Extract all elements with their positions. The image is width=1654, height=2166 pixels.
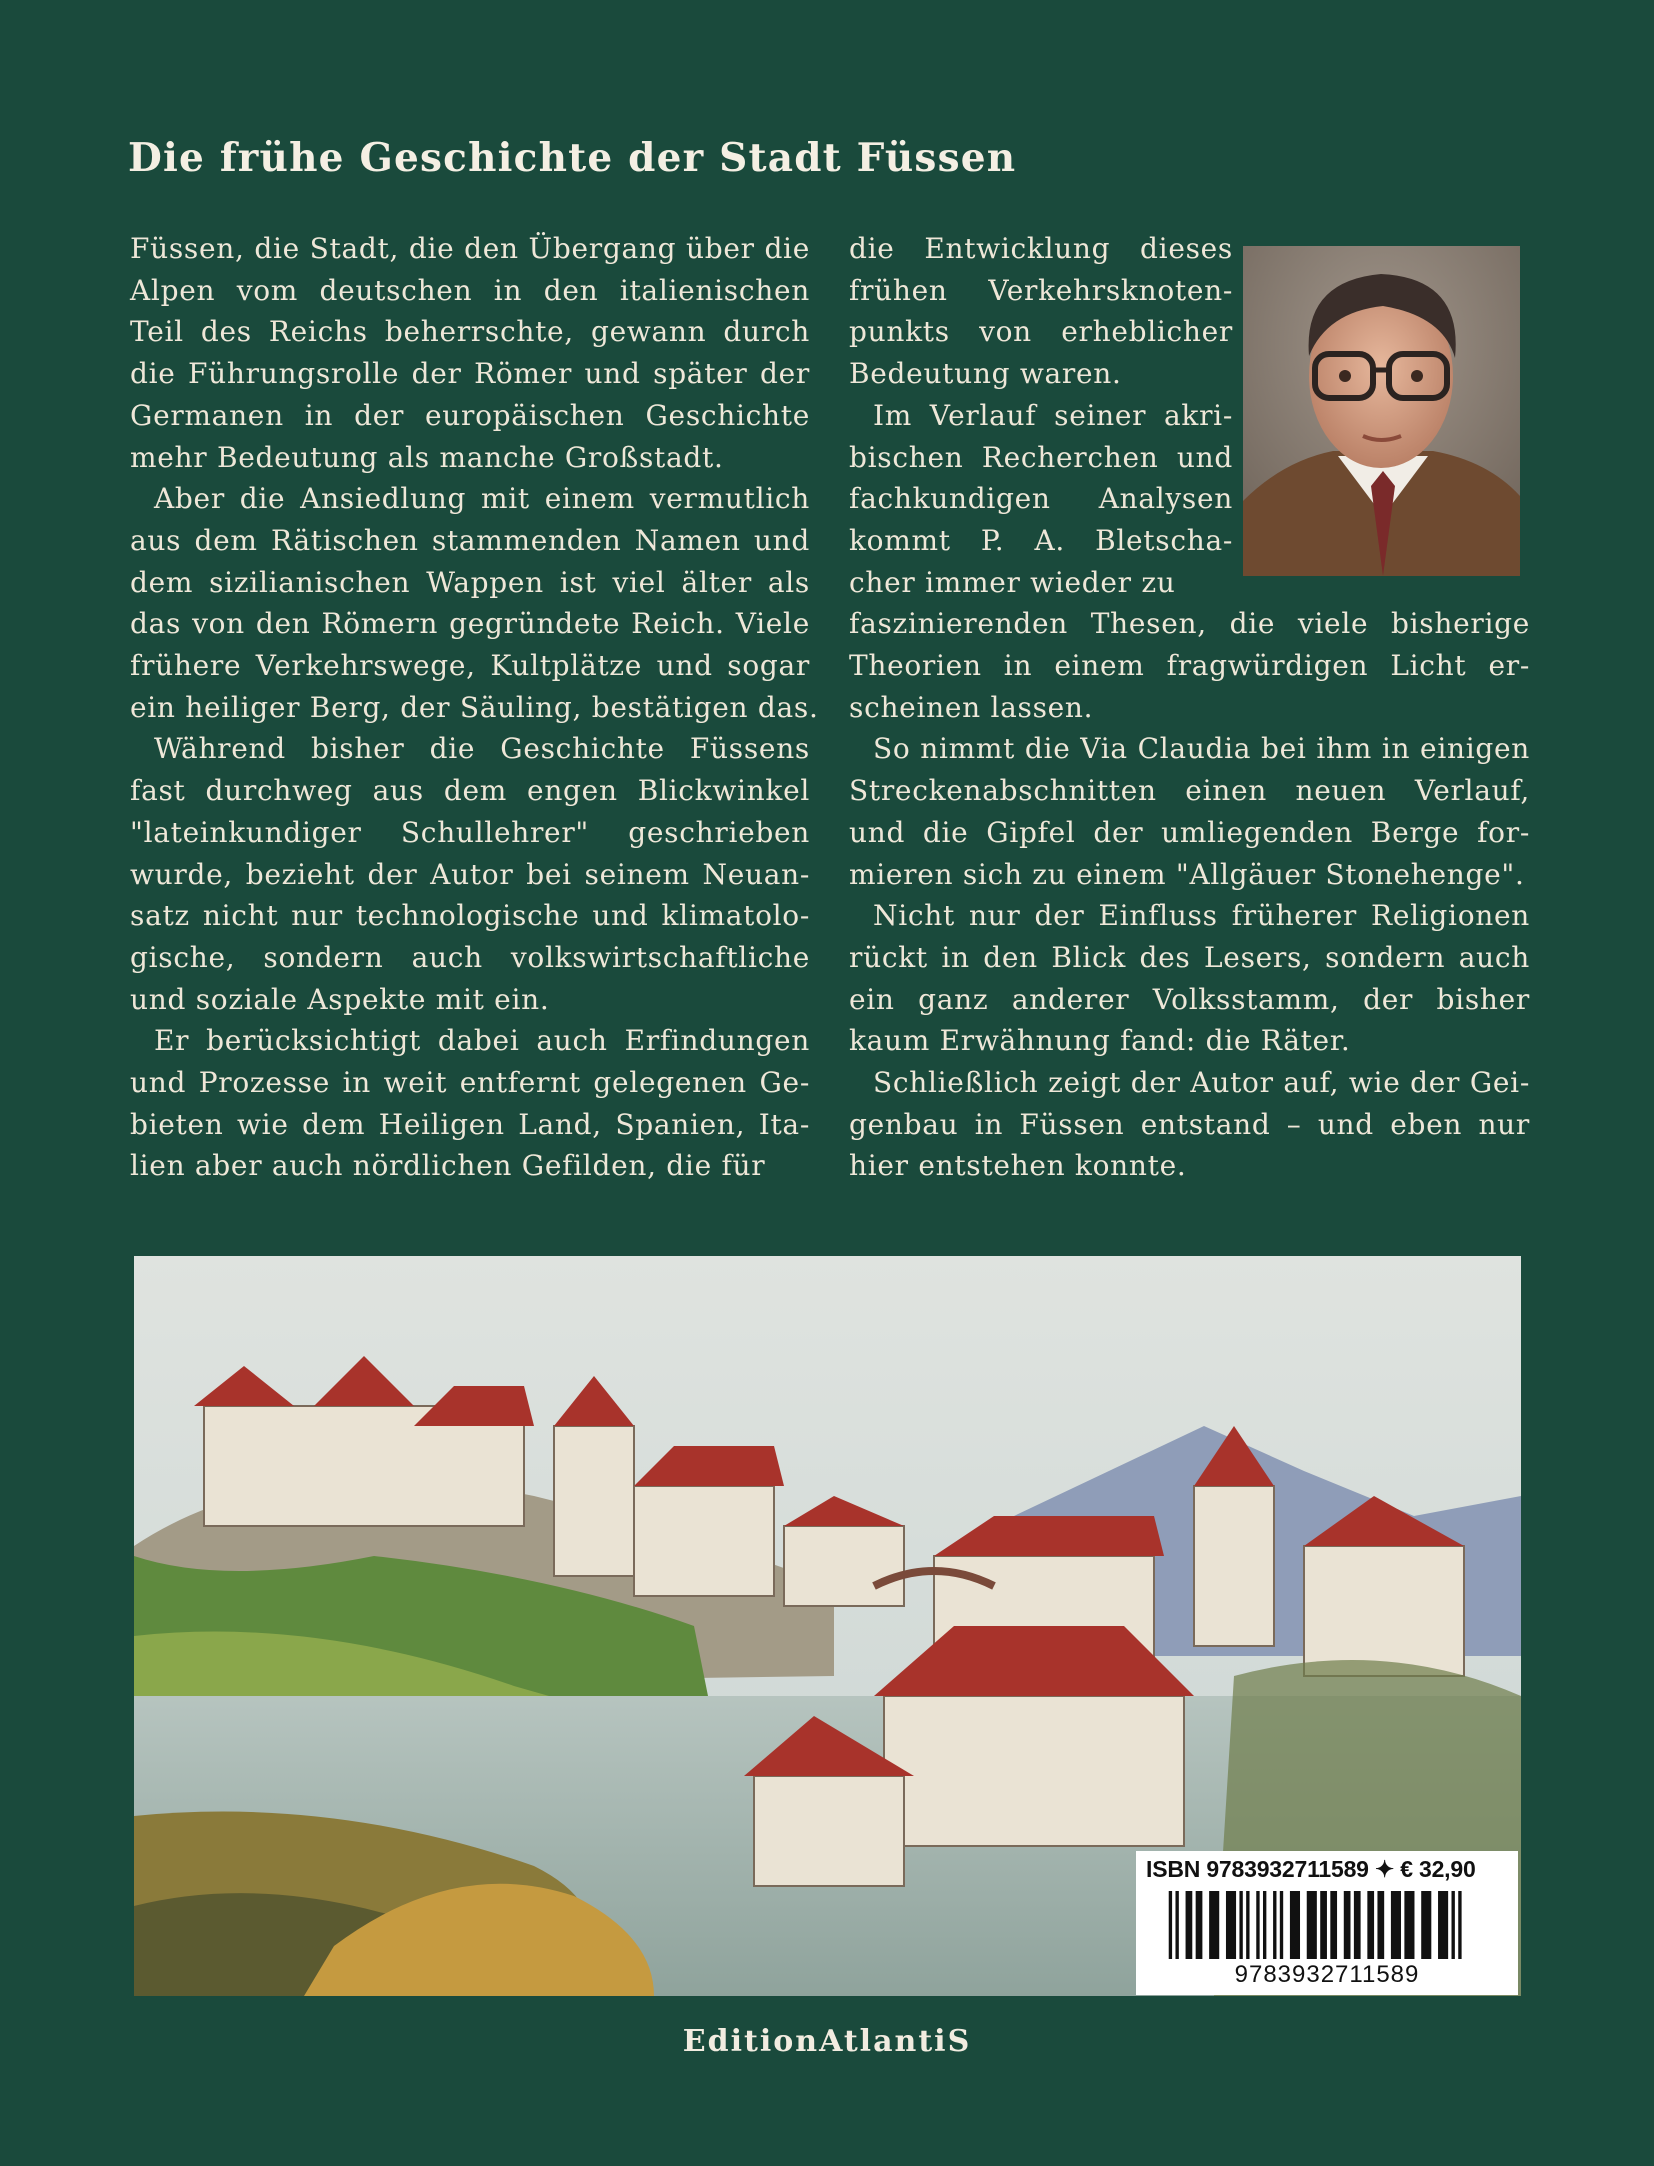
barcode-bar: [1354, 1891, 1361, 1959]
barcode-bar: [1391, 1891, 1401, 1959]
barcode-bar: [1421, 1891, 1431, 1959]
text-line: fast durchweg aus dem engen Blickwinkel: [130, 774, 810, 808]
text-line: und Prozesse in weit entfernt gelegenen Ge-: [130, 1066, 810, 1100]
text-line: bieten wie dem Heiligen Land, Spanien, Ita-: [130, 1107, 810, 1141]
text-line: wurde, bezieht der Autor bei seinem Neuan-: [130, 857, 810, 891]
text-line: Theorien in einem fragwürdigen Licht er-: [849, 649, 1530, 683]
barcode-bar: [1330, 1891, 1337, 1959]
text-line: bischen Recherchen und: [849, 440, 1233, 474]
barcode-bar: [1256, 1891, 1259, 1959]
text-line: Streckenabschnitten einen neuen Verlauf,: [849, 774, 1530, 808]
barcode-bar: [1273, 1891, 1276, 1959]
text-line: "lateinkundiger Schullehrer" geschrieben: [130, 815, 810, 849]
text-line: Bedeutung waren.: [849, 357, 1122, 391]
text-line: mieren sich zu einem "Allgäuer Stonehenge".: [849, 857, 1525, 891]
text-line: kaum Erwähnung fand: die Räter.: [849, 1024, 1351, 1058]
text-line: und soziale Aspekte mit ein.: [130, 982, 550, 1016]
barcode-bar: [1196, 1891, 1203, 1959]
text-line: faszinierenden Thesen, die viele bisherige: [849, 607, 1530, 641]
text-line: Alpen vom deutschen in den italienischen: [130, 273, 810, 307]
text-line: fachkundigen Analysen: [849, 482, 1233, 516]
text-line: ein heiliger Berg, der Säuling, bestätigen das.: [130, 690, 819, 724]
text-line: cher immer wieder zu: [849, 565, 1176, 599]
text-line: aus dem Rätischen stammenden Namen und: [130, 523, 810, 557]
barcode-bar: [1246, 1891, 1249, 1959]
barcode-bar: [1452, 1891, 1455, 1959]
text-line: kommt P. A. Bletscha-: [849, 523, 1233, 557]
barcode-bar: [1458, 1891, 1461, 1959]
barcode-bar: [1280, 1891, 1283, 1959]
publisher-name: EditionAtlantiS: [682, 2024, 972, 2059]
text-line: genbau in Füssen entstand – und eben nur: [849, 1107, 1530, 1141]
barcode-bar: [1239, 1891, 1242, 1959]
text-line: Teil des Reichs beherrschte, gewann durch: [130, 315, 810, 349]
text-line: Im Verlauf seiner akri-: [873, 398, 1233, 432]
text-line: gische, sondern auch volkswirtschaftliche: [130, 940, 810, 974]
text-line: Während bisher die Geschichte Füssens: [154, 732, 810, 766]
text-line: satz nicht nur technologische und klimatolo-: [130, 899, 810, 933]
barcode-bar: [1404, 1891, 1414, 1959]
paragraph: [130, 728, 810, 1020]
text-line: So nimmt die Via Claudia bei ihm in einigen: [873, 732, 1530, 766]
paragraph: [849, 603, 1530, 728]
text-line: die Führungsrolle der Römer und später der: [130, 357, 810, 391]
text-line: Nicht nur der Einfluss früherer Religionen: [873, 899, 1530, 933]
barcode-number: 9783932711589: [1234, 1961, 1420, 1988]
text-line: und die Gipfel der umliegenden Berge for-: [849, 815, 1530, 849]
barcode-bar: [1367, 1891, 1374, 1959]
text-line: punkts von erheblicher: [849, 315, 1233, 349]
barcode-bar: [1320, 1891, 1327, 1959]
text-line: das von den Römern gegründete Reich. Viele: [130, 607, 810, 641]
barcode-bar: [1209, 1891, 1219, 1959]
text-line: dem sizilianischen Wappen ist viel älter als: [130, 565, 810, 599]
paragraph: [130, 478, 819, 728]
text-line: Aber die Ansiedlung mit einem vermutlich: [154, 482, 810, 516]
barcode-bar: [1226, 1891, 1236, 1959]
blurb-left-column: [130, 228, 819, 1187]
text-line: Schließlich zeigt der Autor auf, wie der Gei-: [873, 1066, 1530, 1100]
text-line: rückt in den Blick des Lesers, sondern auch: [849, 940, 1530, 974]
text-line: Füssen, die Stadt, die den Übergang über die: [130, 232, 810, 265]
text-line: scheinen lassen.: [849, 690, 1094, 724]
text-line: hier entstehen konnte.: [849, 1149, 1187, 1183]
paragraph: [130, 1020, 810, 1187]
text-line: Germanen in der europäischen Geschichte: [130, 398, 810, 432]
text-line: die Entwicklung dieses: [849, 232, 1233, 265]
isbn-barcode-label: [1136, 1851, 1518, 1995]
barcode-icon: [1162, 1891, 1502, 1959]
text-line: Er berücksichtigt dabei auch Erfindungen: [154, 1024, 810, 1058]
barcode-bar: [1307, 1891, 1317, 1959]
text-line: frühere Verkehrswege, Kultplätze und sogar: [130, 649, 810, 683]
barcode-bar: [1438, 1891, 1448, 1959]
book-title: Die frühe Geschichte der Stadt Füssen: [128, 135, 1017, 181]
paragraph: [130, 228, 810, 478]
barcode-bar: [1263, 1891, 1266, 1959]
author-portrait: [1243, 246, 1520, 576]
paragraph: [849, 1062, 1530, 1187]
isbn-price: ISBN 9783932711589 ✦ € 32,90: [1146, 1856, 1476, 1882]
text-line: mehr Bedeutung als manche Großstadt.: [130, 440, 724, 474]
barcode-bar: [1169, 1891, 1172, 1959]
text-line: frühen Verkehrsknoten-: [849, 273, 1233, 307]
barcode-bar: [1344, 1891, 1351, 1959]
barcode-bar: [1377, 1891, 1384, 1959]
barcode-bar: [1186, 1891, 1193, 1959]
barcode-bar: [1175, 1891, 1178, 1959]
text-line: lien aber auch nördlichen Gefilden, die für: [130, 1149, 766, 1183]
paragraph: [849, 895, 1530, 1062]
text-line: ein ganz anderer Volksstamm, der bisher: [849, 982, 1530, 1016]
barcode-bar: [1290, 1891, 1300, 1959]
paragraph: [849, 728, 1530, 895]
